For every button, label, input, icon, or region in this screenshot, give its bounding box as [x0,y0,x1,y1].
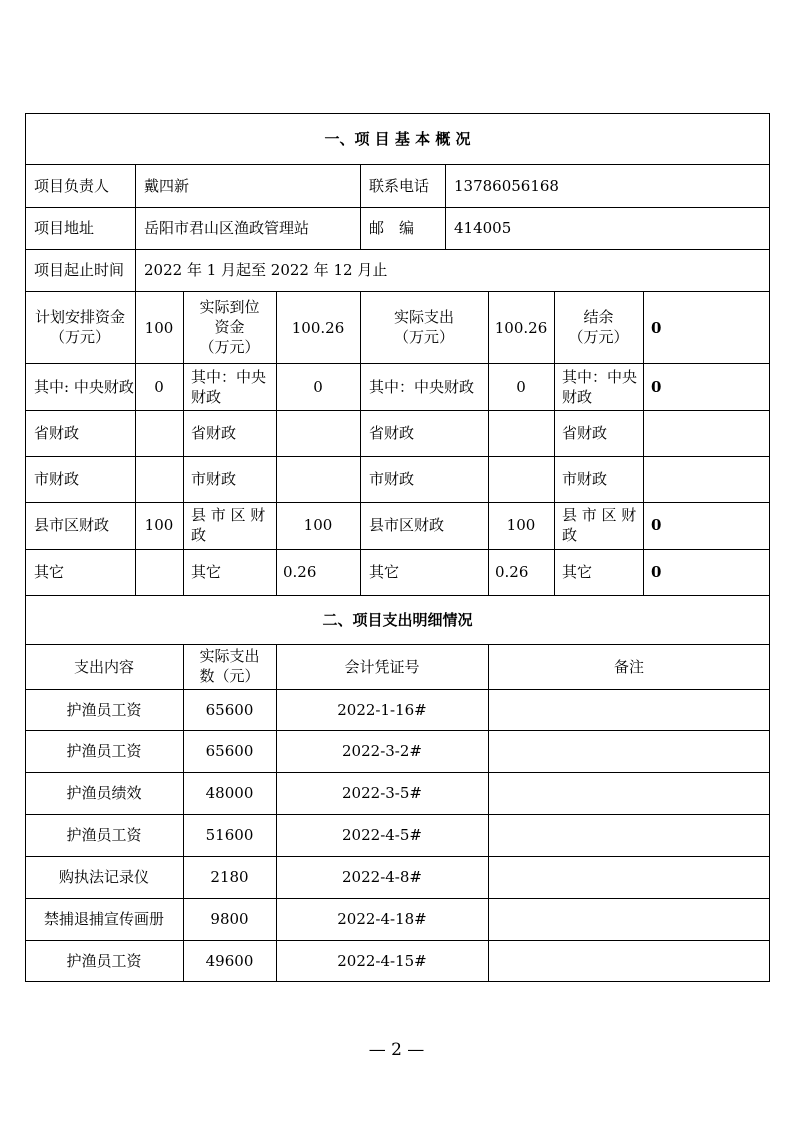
breakdown-county-value-b: 100 [303,516,333,534]
spent-funds-label-line1: 实际支出 [393,308,454,326]
balance-value: 0 [651,319,662,337]
expense-row-3-amount: 48000 [205,784,254,802]
breakdown-other-value-c: 0.26 [495,563,529,581]
header-voucher: 会计凭证号 [344,658,420,676]
header-amount [183,646,276,686]
breakdown-central-label-b [191,367,266,407]
expense-row-5-amount: 2180 [210,868,249,886]
breakdown-central-label-b-line1: 其中：中央 [191,368,267,386]
spent-funds-value: 100.26 [494,319,548,337]
breakdown-other-label-b: 其它 [191,563,222,581]
table-grid [25,113,770,982]
balance-label-line2: （万元） [568,328,629,346]
planned-funds-value: 100 [144,319,174,337]
breakdown-city-label-c: 市财政 [369,470,415,488]
breakdown-city-label-d: 市财政 [562,470,608,488]
breakdown-other-label-c: 其它 [369,563,400,581]
expense-row-6-amount: 9800 [210,910,249,928]
breakdown-county-value-a: 100 [144,516,174,534]
phone-label: 联系电话 [369,177,430,195]
received-funds-label-line3: （万元） [199,338,260,356]
breakdown-province-label-b: 省财政 [191,424,237,442]
expense-row-3-content: 护渔员绩效 [66,784,142,802]
received-funds-label-line1: 实际到位 [199,298,260,316]
header-content: 支出内容 [73,658,134,676]
spent-funds-label-line2: （万元） [393,328,454,346]
postcode-value: 414005 [454,219,512,237]
header-amount-line1: 实际支出 [199,647,260,665]
period-label: 项目起止时间 [34,261,125,279]
breakdown-county-label-a: 县市区财政 [34,516,110,534]
breakdown-county-label-b-line2: 政 [191,526,207,544]
breakdown-city-label-b: 市财政 [191,470,237,488]
planned-funds-label-line2: （万元） [49,328,110,346]
balance-label [554,307,643,347]
address-label: 项目地址 [34,219,95,237]
balance-label-line1: 结余 [583,308,614,326]
phone-value: 13786056168 [454,177,559,195]
breakdown-central-label-d [562,367,637,407]
expense-row-2-voucher: 2022-3-2# [342,742,422,760]
expense-row-3-voucher: 2022-3-5# [342,784,422,802]
section1-title: 一、项 目 基 本 概 况 [324,130,471,148]
breakdown-city-label-a: 市财政 [34,470,80,488]
expense-row-4-content: 护渔员工资 [66,826,142,844]
breakdown-county-label-d-line2: 政 [562,526,578,544]
breakdown-province-label-d: 省财政 [562,424,608,442]
breakdown-central-label-b-line2: 财政 [191,388,222,406]
expense-row-5-content: 购执法记录仪 [58,868,149,886]
breakdown-county-label-d-line1: 县 市 区 财 [562,506,637,524]
expense-row-6-content: 禁捕退捕宣传画册 [43,910,164,928]
expense-row-7-amount: 49600 [205,952,254,970]
breakdown-province-label-c: 省财政 [369,424,415,442]
breakdown-county-label-b [191,505,265,545]
breakdown-province-label-a: 省财政 [34,424,80,442]
planned-funds-label-line1: 计划安排资金 [34,308,125,326]
project-report-table [25,113,770,982]
received-funds-value: 100.26 [291,319,345,337]
breakdown-other-label-a: 其它 [34,563,65,581]
leader-label: 项目负责人 [34,177,110,195]
breakdown-county-label-b-line1: 县 市 区 财 [191,506,266,524]
breakdown-central-label-c: 其中：中央财政 [369,378,475,396]
expense-row-7-content: 护渔员工资 [66,952,142,970]
header-amount-line2: 数（元） [199,667,260,685]
received-funds-label [183,297,276,357]
breakdown-county-label-d [562,505,636,545]
expense-row-4-voucher: 2022-4-5# [342,826,422,844]
breakdown-central-label-d-line1: 其中：中央 [562,368,638,386]
breakdown-central-label-a: 其中: 中央财政 [34,378,134,396]
breakdown-other-value-d: 0 [651,563,662,581]
address-value: 岳阳市君山区渔政管理站 [144,219,310,237]
breakdown-other-value-b: 0.26 [283,563,317,581]
expense-row-2-content: 护渔员工资 [66,742,142,760]
breakdown-central-value-d: 0 [651,378,662,396]
breakdown-county-label-c: 县市区财政 [369,516,445,534]
expense-row-4-amount: 51600 [205,826,254,844]
leader-value: 戴四新 [144,177,190,195]
breakdown-central-value-a: 0 [154,378,164,396]
page-number: — 2 — [368,1040,425,1060]
postcode-label: 邮 编 [369,219,415,237]
breakdown-central-value-c: 0 [516,378,526,396]
spent-funds-label [360,307,488,347]
expense-row-7-voucher: 2022-4-15# [337,952,427,970]
period-value: 2022 年 1 月起至 2022 年 12 月止 [144,261,388,279]
breakdown-county-value-c: 100 [506,516,536,534]
expense-row-1-content: 护渔员工资 [66,701,142,719]
section2-title: 二、项目支出明细情况 [322,611,473,629]
planned-funds-label [25,307,135,347]
received-funds-label-line2: 资金 [214,318,245,336]
expense-row-1-amount: 65600 [205,701,254,719]
header-remark: 备注 [613,658,644,676]
breakdown-other-label-d: 其它 [562,563,593,581]
expense-row-6-voucher: 2022-4-18# [337,910,427,928]
breakdown-central-label-d-line2: 财政 [562,388,593,406]
expense-row-1-voucher: 2022-1-16# [337,701,427,719]
breakdown-county-value-d: 0 [651,516,662,534]
expense-row-5-voucher: 2022-4-8# [342,868,422,886]
breakdown-central-value-b: 0 [313,378,323,396]
expense-row-2-amount: 65600 [205,742,254,760]
